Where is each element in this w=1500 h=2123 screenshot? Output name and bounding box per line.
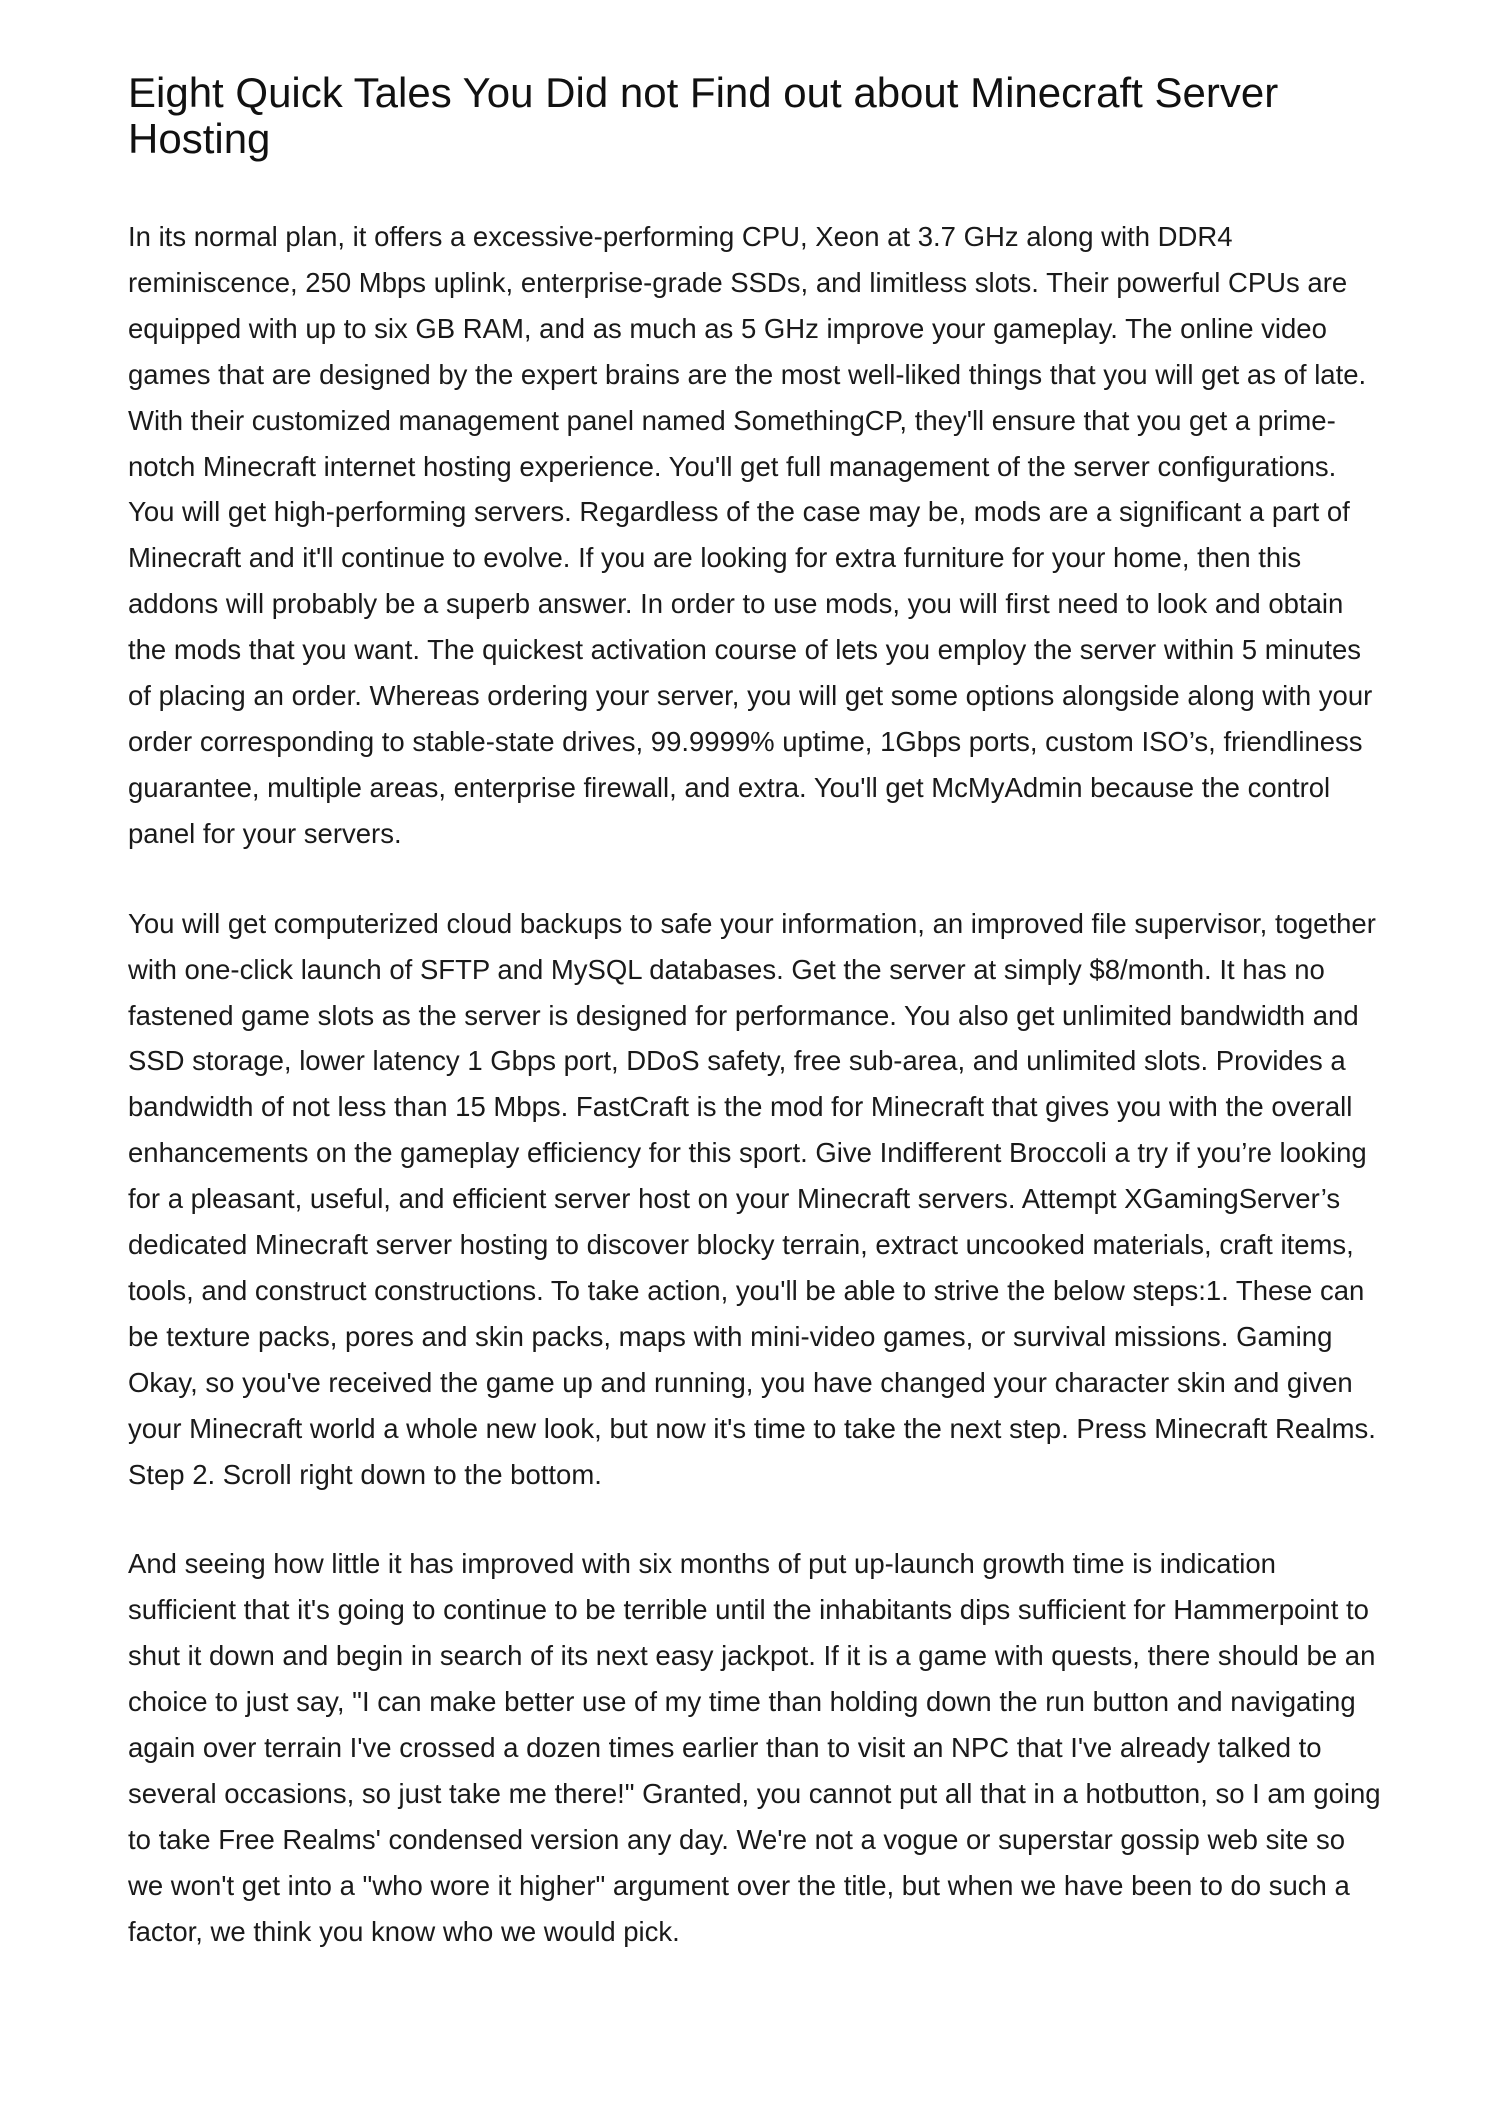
paragraph: In its normal plan, it offers a excessive-performing CPU, Xeon at 3.7 GHz along with DDR4 reminiscence, 250 Mbps uplink, enterprise-grade SSDs, and limitless slots. Their powerful CPUs are equipped with up to six GB RAM, and as much as 5 GHz improve your gameplay. The online video games that are designed by the expert brains are the most well-liked things that you will get as of late. With their customized management panel named SomethingCP, they'll ensure that you get a prime-notch Minecraft internet hosting experience. You'll get full management of the server configurations. You will get high-performing servers. Regardless of the case may be, mods are a significant a part of Minecraft and it'll continue to evolve. If you are looking for extra furniture for your home, then this addons will probably be a superb answer. In order to use mods, you will first need to look and obtain the mods that you want. The quickest activation course of lets you employ the server within 5 minutes of placing an order. Whereas ordering your server, you will get some options alongside along with your order corresponding to stable-state drives, 99.9999% uptime, 1Gbps ports, custom ISO’s, friendliness guarantee, multiple areas, enterprise firewall, and extra. You'll get McMyAdmin because the control panel for your servers. bbox=[128, 221, 1373, 849]
page-title: Eight Quick Tales You Did not Find out about Minecraft Server Hosting bbox=[128, 69, 1279, 162]
paragraph: You will get computerized cloud backups to safe your information, an improved file supervisor, together with one-click launch of SFTP and MySQL databases. Get the server at simply $8/month. It has no fastened game slots as the server is designed for performance. You also get unlimited bandwidth and SSD storage, lower latency 1 Gbps port, DDoS safety, free sub-area, and unlimited slots. Provides a bandwidth of not less than 15 Mbps. FastCraft is the mod for Minecraft that gives you with the overall enhancements on the gameplay efficiency for this sport. Give Indifferent Broccoli a try if you’re looking for a pleasant, useful, and efficient server host on your Minecraft servers. Attempt XGamingServer’s dedicated Minecraft server hosting to discover blocky terrain, extract uncooked materials, craft items, tools, and construct constructions. To take action, you'll be able to strive the below steps:1. These can be texture packs, pores and skin packs, maps with mini-video games, or survival missions. Gaming Okay, so you've received the game up and running, you have changed your character skin and given your Minecraft world a whole new look, but now it's time to take the next step. Press Minecraft Realms. Step 2. Scroll right down to the bottom. bbox=[128, 907, 1376, 1490]
document-body bbox=[128, 70, 1383, 1999]
article-content bbox=[128, 214, 1383, 1955]
paragraph: And seeing how little it has improved with six months of put up-launch growth time is indication sufficient that it's going to continue to be terrible until the inhabitants dips sufficient for Hammerpoint to shut it down and begin in search of its next easy jackpot. If it is a game with quests, there should be an choice to just say, "I can make better use of my time than holding down the run button and navigating again over terrain I've crossed a dozen times earlier than to visit an NPC that I've already talked to several occasions, so just take me there!" Granted, you cannot put all that in a hotbutton, so I am going to take Free Realms' condensed version any day. We're not a vogue or superstar gossip web site so we won't get into a "who wore it higher" argument over the title, but when we have been to do such a factor, we think you know who we would pick. bbox=[128, 1548, 1381, 1947]
